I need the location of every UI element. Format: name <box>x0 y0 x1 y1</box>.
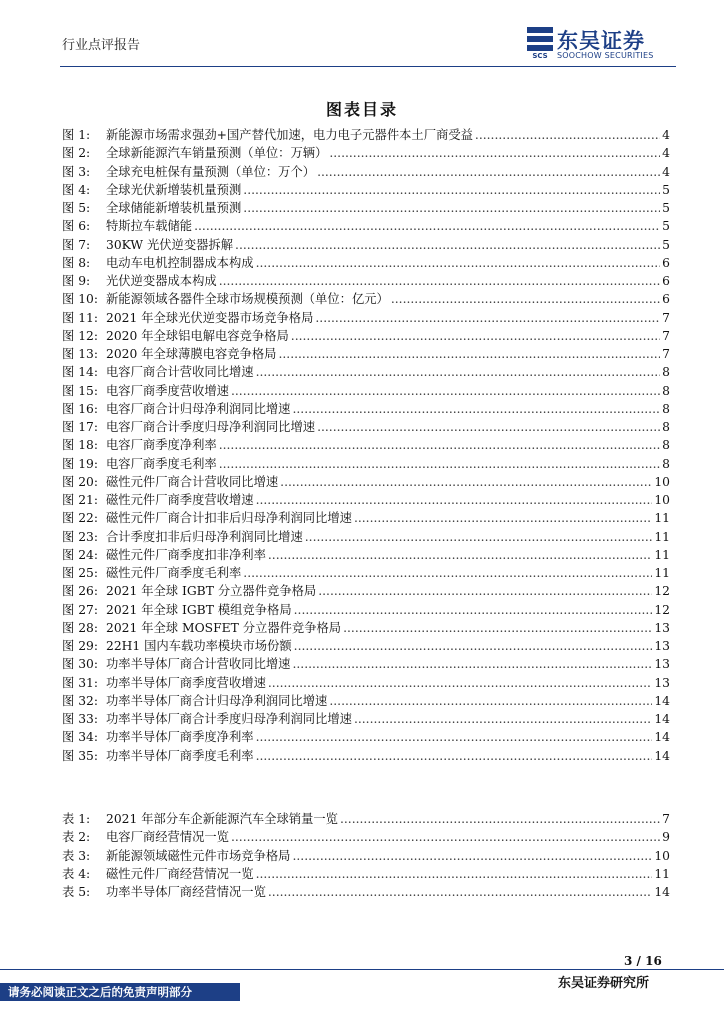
toc-figure-entry-title: 功率半导体厂商季度毛利率 <box>106 748 254 763</box>
toc-figure-entry-number: 图 22: <box>62 511 98 526</box>
dot-leader <box>243 199 660 217</box>
toc-figure-entry-number: 图 7: <box>62 237 91 252</box>
logo-text-cn: 东吴证券 <box>557 29 645 53</box>
toc-figure-entry-page: 4 <box>662 164 670 179</box>
dot-leader <box>280 473 652 491</box>
dot-leader <box>256 254 661 272</box>
toc-figure-entry-page: 7 <box>662 347 670 361</box>
toc-figure-entry-number: 图 11: <box>62 310 98 325</box>
toc-figure-entry-title: 电容厂商合计季度归母净利润同比增速 <box>106 420 316 434</box>
toc-figure-entry-title: 2021 年全球 IGBT 模组竞争格局 <box>106 602 292 617</box>
dot-leader <box>268 674 652 692</box>
toc-figure-entry-page: 13 <box>654 639 670 653</box>
toc-figure-entry-number: 图 20: <box>62 474 98 489</box>
toc-figure-entry-title: 功率半导体厂商季度营收增速 <box>106 675 266 690</box>
toc-figure-entry-page: 7 <box>662 328 670 343</box>
dot-leader <box>315 309 660 327</box>
toc-figure-entry-number: 图 14: <box>62 365 98 380</box>
toc-figure-entry-page: 5 <box>662 237 670 252</box>
dot-leader <box>343 619 652 637</box>
dot-leader <box>243 181 660 199</box>
toc-figure-entry-title: 特斯拉车载储能 <box>106 219 193 234</box>
toc-figure-entry-page: 4 <box>662 128 670 142</box>
toc-figure-entry-number: 图 4: <box>62 182 91 197</box>
toc-figure-entry[interactable] <box>62 710 670 728</box>
toc-figure-entry[interactable] <box>62 163 670 181</box>
toc-figure-entry-number: 图 2: <box>62 146 91 161</box>
toc-table-entry-page: 9 <box>662 830 670 845</box>
toc-figure-entry-title: 磁性元件厂商合计营收同比增速 <box>106 474 279 489</box>
toc-figure-entry-title: 22H1 国内车载功率模块市场份额 <box>106 639 292 653</box>
toc-figure-entry-page: 8 <box>662 365 670 380</box>
toc-figure-entry[interactable] <box>62 199 670 217</box>
toc-table-entry-number: 表 2: <box>62 830 91 845</box>
toc-figure-entry-number: 图 1: <box>62 128 91 142</box>
footer-divider <box>0 969 724 970</box>
toc-table-entry-title: 功率半导体厂商经营情况一览 <box>106 885 266 899</box>
dot-leader <box>329 144 660 162</box>
toc-figure-entry-title: 磁性元件厂商季度扣非净利率 <box>106 547 266 562</box>
toc-figure-entry-page: 13 <box>654 675 670 690</box>
toc-figure-entry-number: 图 29: <box>62 639 98 653</box>
toc-figure-entry-number: 图 19: <box>62 456 98 471</box>
figure-list <box>62 126 670 765</box>
toc-figure-entry[interactable] <box>62 528 670 546</box>
dot-leader <box>235 236 660 254</box>
dot-leader <box>256 865 653 883</box>
toc-figure-entry-page: 11 <box>654 566 670 580</box>
toc-title: 图表目录 <box>325 100 398 119</box>
dot-leader <box>292 655 652 673</box>
toc-figure-entry-page: 8 <box>662 401 670 416</box>
toc-figure-entry[interactable] <box>62 382 670 400</box>
report-type-label: 行业点评报告 <box>62 38 141 53</box>
toc-figure-entry-title: 光伏逆变器成本构成 <box>106 274 217 288</box>
toc-table-entry-title: 新能源领域磁性元件市场竞争格局 <box>106 848 291 863</box>
toc-table-entry-page: 14 <box>654 885 670 899</box>
toc-figure-entry[interactable] <box>62 509 670 527</box>
toc-figure-entry-number: 图 15: <box>62 383 98 398</box>
toc-figure-entry[interactable] <box>62 181 670 199</box>
dot-leader <box>219 455 660 473</box>
toc-figure-entry-number: 图 34: <box>62 730 98 745</box>
dot-leader <box>340 810 660 828</box>
toc-figure-entry-title: 2020 年全球薄膜电容竞争格局 <box>106 347 277 361</box>
toc-figure-entry-number: 图 21: <box>62 493 98 507</box>
toc-figure-entry-title: 新能源领域各器件全球市场规模预测（单位：亿元） <box>106 292 389 307</box>
toc-figure-entry-page: 5 <box>662 182 670 197</box>
toc-figure-entry-number: 图 35: <box>62 748 98 763</box>
toc-figure-entry-title: 电容厂商季度毛利率 <box>106 456 217 471</box>
dot-leader <box>391 290 660 308</box>
toc-figure-entry[interactable] <box>62 144 670 162</box>
toc-figure-entry-number: 图 6: <box>62 219 91 234</box>
dot-leader <box>278 345 660 363</box>
toc-figure-entry[interactable] <box>62 455 670 473</box>
dot-leader <box>291 327 660 345</box>
toc-figure-entry-page: 10 <box>654 493 670 507</box>
toc-figure-entry[interactable] <box>62 309 670 327</box>
toc-figure-entry[interactable] <box>62 637 670 655</box>
toc-figure-entry[interactable] <box>62 272 670 290</box>
dot-leader <box>243 564 652 582</box>
toc-table-entry[interactable] <box>62 883 670 901</box>
toc-table-entry-number: 表 4: <box>62 866 91 881</box>
dot-leader <box>294 601 653 619</box>
dot-leader <box>268 546 652 564</box>
toc-figure-entry-number: 图 5: <box>62 201 91 215</box>
toc-figure-entry[interactable] <box>62 674 670 692</box>
toc-figure-entry-page: 12 <box>654 584 670 599</box>
toc-figure-entry-number: 图 18: <box>62 438 98 453</box>
toc-figure-entry[interactable] <box>62 363 670 381</box>
toc-figure-entry-number: 图 31: <box>62 675 98 690</box>
toc-figure-entry-title: 全球充电桩保有量预测（单位：万个） <box>106 164 316 179</box>
toc-figure-entry[interactable] <box>62 582 670 600</box>
dot-leader <box>231 828 660 846</box>
toc-figure-entry-number: 图 12: <box>62 328 98 343</box>
toc-figure-entry[interactable] <box>62 290 670 308</box>
toc-figure-entry-page: 7 <box>662 310 670 325</box>
toc-figure-entry[interactable] <box>62 747 670 765</box>
toc-figure-entry-page: 4 <box>662 146 670 161</box>
toc-figure-entry[interactable] <box>62 400 670 418</box>
toc-figure-entry-title: 2021 年全球 MOSFET 分立器件竞争格局 <box>106 620 342 635</box>
toc-figure-entry-page: 13 <box>654 657 670 672</box>
toc-figure-entry-number: 图 16: <box>62 401 98 416</box>
toc-figure-entry-page: 14 <box>654 712 670 726</box>
toc-figure-entry-number: 图 13: <box>62 347 98 361</box>
toc-figure-entry-number: 图 26: <box>62 584 98 599</box>
toc-figure-entry-title: 磁性元件厂商季度营收增速 <box>106 493 254 507</box>
toc-figure-entry-number: 图 8: <box>62 255 91 270</box>
dot-leader <box>231 382 660 400</box>
toc-table-entry-number: 表 5: <box>62 885 91 899</box>
logo-mark-icon <box>527 27 553 59</box>
company-logo <box>527 25 677 65</box>
toc-figure-entry-title: 磁性元件厂商季度毛利率 <box>106 566 242 580</box>
toc-figure-entry-number: 图 9: <box>62 274 91 288</box>
toc-figure-entry[interactable] <box>62 546 670 564</box>
toc-figure-entry-title: 电容厂商合计归母净利润同比增速 <box>106 401 291 416</box>
dot-leader <box>292 400 660 418</box>
dot-leader <box>194 217 660 235</box>
toc-figure-entry-page: 8 <box>662 438 670 453</box>
dot-leader <box>256 363 661 381</box>
toc-figure-entry[interactable] <box>62 345 670 363</box>
toc-figure-entry[interactable] <box>62 418 670 436</box>
toc-figure-entry[interactable] <box>62 692 670 710</box>
toc-figure-entry-title: 功率半导体厂商合计归母净利润同比增速 <box>106 693 328 708</box>
toc-figure-entry-page: 6 <box>662 274 670 288</box>
logo-mark-text: SCS <box>532 52 548 59</box>
toc-figure-entry-title: 电容厂商季度营收增速 <box>106 383 229 398</box>
toc-figure-entry[interactable] <box>62 601 670 619</box>
toc-figure-entry-page: 12 <box>654 602 670 617</box>
toc-figure-entry[interactable] <box>62 236 670 254</box>
toc-figure-entry-page: 14 <box>654 748 670 763</box>
toc-figure-entry-title: 全球新能源汽车销量预测（单位：万辆） <box>106 146 328 161</box>
header-divider <box>60 66 676 67</box>
toc-figure-entry-title: 30KW 光伏逆变器拆解 <box>106 237 234 252</box>
toc-figure-entry-page: 11 <box>654 547 670 562</box>
dot-leader <box>294 637 653 655</box>
dot-leader <box>354 509 652 527</box>
toc-figure-entry-page: 11 <box>654 529 670 544</box>
toc-figure-entry-title: 全球光伏新增装机量预测 <box>106 182 242 197</box>
dot-leader <box>305 528 653 546</box>
toc-table-entry-title: 磁性元件厂商经营情况一览 <box>106 866 254 881</box>
toc-figure-entry-title: 功率半导体厂商合计营收同比增速 <box>106 657 291 672</box>
toc-figure-entry-number: 图 28: <box>62 620 98 635</box>
toc-figure-entry-number: 图 30: <box>62 657 98 672</box>
toc-figure-entry-number: 图 33: <box>62 712 98 726</box>
toc-figure-entry-page: 10 <box>654 474 670 489</box>
toc-figure-entry-number: 图 23: <box>62 529 98 544</box>
dot-leader <box>256 491 653 509</box>
toc-figure-entry[interactable] <box>62 491 670 509</box>
toc-figure-entry-title: 2020 年全球铝电解电容竞争格局 <box>106 328 289 343</box>
dot-leader <box>268 883 652 901</box>
toc-figure-entry-number: 图 17: <box>62 420 98 434</box>
toc-figure-entry-title: 2021 年全球光伏逆变器市场竞争格局 <box>106 310 314 325</box>
toc-figure-entry-number: 图 24: <box>62 547 98 562</box>
footer-institute: 东吴证券研究所 <box>558 976 650 991</box>
toc-figure-entry-page: 14 <box>654 730 670 745</box>
toc-table-entry-page: 7 <box>662 812 670 826</box>
toc-figure-entry-page: 5 <box>662 201 670 215</box>
toc-figure-entry[interactable] <box>62 436 670 454</box>
page-number: 3 / 16 <box>624 954 662 968</box>
toc-figure-entry-number: 图 25: <box>62 566 98 580</box>
toc-figure-entry-page: 8 <box>662 383 670 398</box>
toc-figure-entry[interactable] <box>62 655 670 673</box>
toc-table-entry-number: 表 3: <box>62 848 91 863</box>
toc-figure-entry-title: 磁性元件厂商合计扣非后归母净利润同比增速 <box>106 511 352 526</box>
toc-figure-entry-page: 13 <box>654 620 670 635</box>
toc-figure-entry-page: 5 <box>662 219 670 234</box>
dot-leader <box>256 747 653 765</box>
toc-table-entry-title: 电容厂商经营情况一览 <box>106 830 229 845</box>
toc-figure-entry-title: 2021 年全球 IGBT 分立器件竞争格局 <box>106 584 317 599</box>
toc-figure-entry[interactable] <box>62 217 670 235</box>
toc-figure-entry-title: 电容厂商合计营收同比增速 <box>106 365 254 380</box>
dot-leader <box>219 436 660 454</box>
toc-table-entry[interactable] <box>62 865 670 883</box>
table-list <box>62 810 670 901</box>
toc-figure-entry-number: 图 27: <box>62 602 98 617</box>
toc-figure-entry-title: 合计季度扣非后归母净利润同比增速 <box>106 529 303 544</box>
toc-figure-entry-number: 图 10: <box>62 292 98 307</box>
dot-leader <box>354 710 652 728</box>
toc-figure-entry-number: 图 3: <box>62 164 91 179</box>
toc-figure-entry-page: 14 <box>654 693 670 708</box>
toc-figure-entry-page: 8 <box>662 456 670 471</box>
toc-figure-entry-page: 6 <box>662 255 670 270</box>
toc-figure-entry[interactable] <box>62 473 670 491</box>
toc-table-entry[interactable] <box>62 847 670 865</box>
dot-leader <box>292 847 652 865</box>
disclaimer-banner <box>0 983 240 1001</box>
dot-leader <box>317 163 660 181</box>
dot-leader <box>329 692 652 710</box>
dot-leader <box>317 418 660 436</box>
toc-figure-entry[interactable] <box>62 564 670 582</box>
toc-figure-entry[interactable] <box>62 327 670 345</box>
toc-figure-entry-page: 11 <box>654 511 670 526</box>
toc-figure-entry[interactable] <box>62 254 670 272</box>
toc-figure-entry-page: 8 <box>662 420 670 434</box>
toc-table-entry-number: 表 1: <box>62 812 91 826</box>
toc-figure-entry-title: 功率半导体厂商季度净利率 <box>106 730 254 745</box>
dot-leader <box>219 272 660 290</box>
toc-figure-entry-page: 6 <box>662 292 670 307</box>
disclaimer-text: 请务必阅读正文之后的免责声明部分 <box>8 985 192 999</box>
toc-table-entry-title: 2021 年部分车企新能源汽车全球销量一览 <box>106 812 338 826</box>
toc-figure-entry-number: 图 32: <box>62 693 98 708</box>
logo-text-en: SOOCHOW SECURITIES <box>557 51 654 60</box>
toc-table-entry[interactable] <box>62 810 670 828</box>
toc-figure-entry[interactable] <box>62 619 670 637</box>
toc-figure-entry[interactable] <box>62 126 670 144</box>
dot-leader <box>318 582 652 600</box>
toc-table-entry-page: 10 <box>654 848 670 863</box>
toc-figure-entry-title: 新能源市场需求强劲+国产替代加速，电力电子元器件本土厂商受益 <box>106 128 473 142</box>
toc-figure-entry-title: 电动车电机控制器成本构成 <box>106 255 254 270</box>
toc-figure-entry-title: 全球储能新增装机量预测 <box>106 201 242 215</box>
toc-table-entry-page: 11 <box>654 866 670 881</box>
dot-leader <box>475 126 660 144</box>
toc-figure-entry[interactable] <box>62 728 670 746</box>
toc-table-entry[interactable] <box>62 828 670 846</box>
dot-leader <box>256 728 653 746</box>
toc-figure-entry-title: 功率半导体厂商合计季度归母净利润同比增速 <box>106 712 352 726</box>
toc-figure-entry-title: 电容厂商季度净利率 <box>106 438 217 453</box>
